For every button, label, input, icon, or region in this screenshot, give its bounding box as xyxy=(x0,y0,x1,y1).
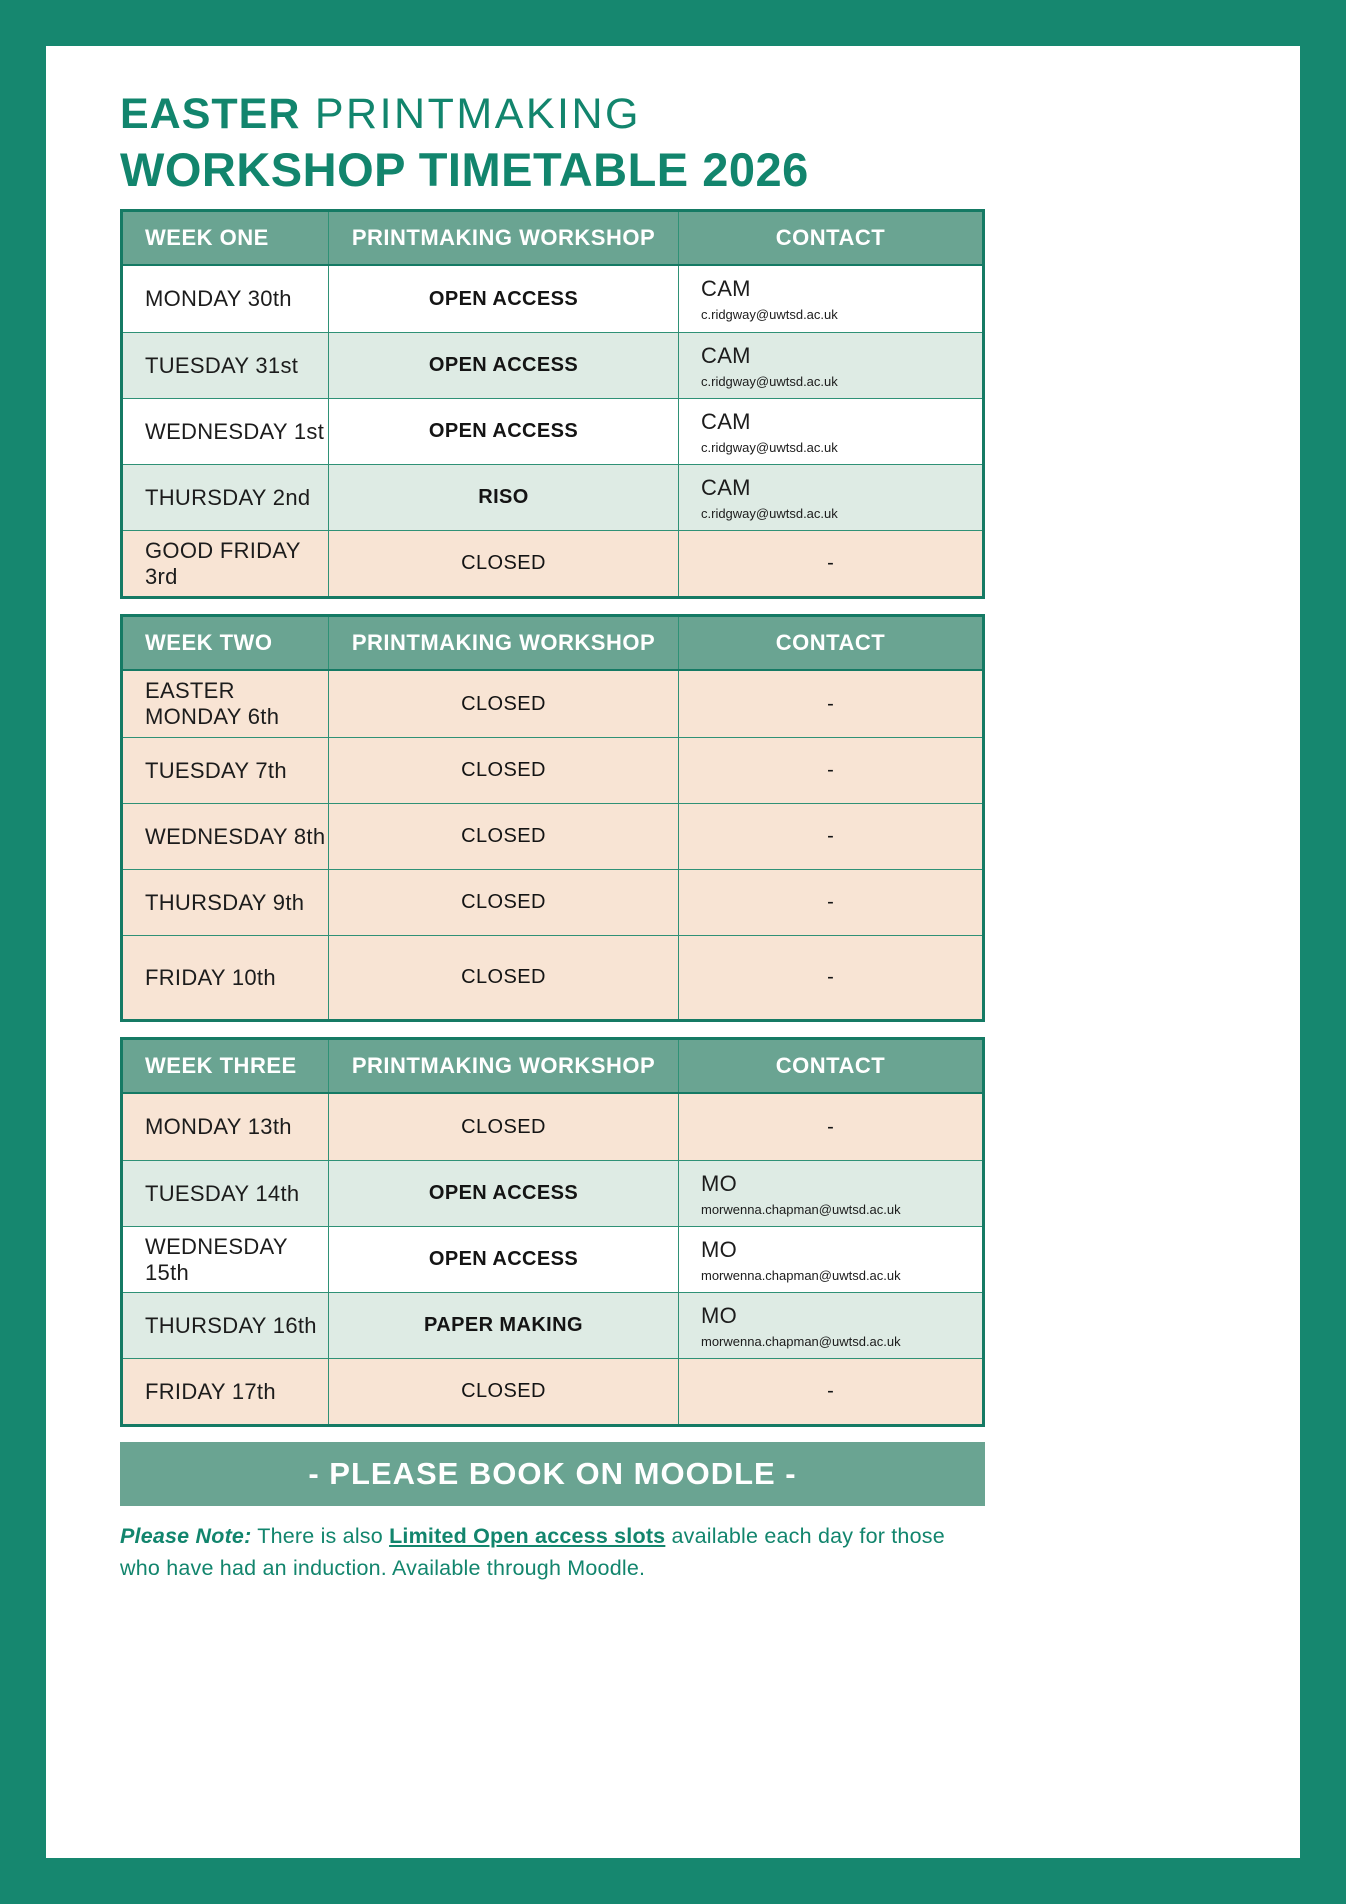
timetable-row xyxy=(123,1358,982,1424)
contact-cell xyxy=(679,465,982,530)
contact-email: morwenna.chapman@uwtsd.ac.uk xyxy=(701,1267,901,1283)
workshop-cell: CLOSED xyxy=(329,671,679,737)
workshop-cell: OPEN ACCESS xyxy=(329,333,679,398)
day-cell: MONDAY 13th xyxy=(123,1094,329,1160)
day-cell: MONDAY 30th xyxy=(123,266,329,332)
day-cell: FRIDAY 17th xyxy=(123,1359,329,1424)
contact-cell xyxy=(679,1161,982,1226)
workshop-cell: CLOSED xyxy=(329,936,679,1019)
contact-cell: - xyxy=(827,552,834,575)
day-cell: THURSDAY 2nd xyxy=(123,465,329,530)
workshop-cell: OPEN ACCESS xyxy=(329,399,679,464)
day-cell: TUESDAY 7th xyxy=(123,738,329,803)
contact-name: CAM xyxy=(701,474,751,500)
contact-name: MO xyxy=(701,1170,738,1196)
day-cell: WEDNESDAY 8th xyxy=(123,804,329,869)
workshop-cell: OPEN ACCESS xyxy=(329,1161,679,1226)
workshop-cell: CLOSED xyxy=(329,870,679,935)
title-word-easter: EASTER xyxy=(120,90,301,138)
day-cell: EASTER MONDAY 6th xyxy=(123,671,329,737)
poster-content xyxy=(46,46,1300,1584)
timetable-row xyxy=(123,530,982,596)
contact-cell: - xyxy=(827,1115,834,1138)
column-header: WEEK ONE xyxy=(123,212,329,264)
contact-cell: - xyxy=(827,966,834,989)
week-three-table xyxy=(120,1037,985,1427)
workshop-cell: CLOSED xyxy=(329,1094,679,1160)
note-segment-1: There is also xyxy=(251,1524,390,1549)
column-header: WEEK TWO xyxy=(123,617,329,669)
column-header: CONTACT xyxy=(775,225,886,251)
timetable-row xyxy=(123,935,982,1019)
workshop-cell: CLOSED xyxy=(329,1359,679,1424)
table-header-row xyxy=(123,617,982,671)
timetable-row xyxy=(123,1226,982,1292)
timetable-row xyxy=(123,398,982,464)
contact-cell xyxy=(679,399,982,464)
note-segment-2: available each day for those who have had an induction. Available through Moodle. xyxy=(120,1524,945,1580)
workshop-cell: CLOSED xyxy=(329,804,679,869)
note-underlined-phrase: Limited Open access slots xyxy=(389,1524,666,1549)
timetable-row xyxy=(123,671,982,737)
contact-email: morwenna.chapman@uwtsd.ac.uk xyxy=(701,1333,901,1349)
day-cell: FRIDAY 10th xyxy=(123,936,329,1019)
workshop-cell: OPEN ACCESS xyxy=(329,1227,679,1292)
timetable-row xyxy=(123,869,982,935)
column-header: WEEK THREE xyxy=(123,1040,329,1092)
timetable-row xyxy=(123,1094,982,1160)
contact-name: MO xyxy=(701,1236,738,1262)
workshop-cell: OPEN ACCESS xyxy=(329,266,679,332)
contact-cell xyxy=(679,266,982,332)
column-header: PRINTMAKING WORKSHOP xyxy=(329,212,679,264)
contact-cell: - xyxy=(827,825,834,848)
contact-cell xyxy=(679,333,982,398)
contact-name: CAM xyxy=(701,408,751,434)
timetable-row xyxy=(123,737,982,803)
page-title-line1 xyxy=(120,92,1300,137)
timetable-row xyxy=(123,803,982,869)
note-prefix: Please Note: xyxy=(120,1524,252,1549)
contact-email: c.ridgway@uwtsd.ac.uk xyxy=(701,373,838,389)
day-cell: GOOD FRIDAY 3rd xyxy=(123,531,329,596)
page-title-line2: WORKSHOP TIMETABLE 2026 xyxy=(120,143,809,197)
contact-cell: - xyxy=(827,692,834,715)
footer-note xyxy=(120,1521,980,1583)
contact-email: morwenna.chapman@uwtsd.ac.uk xyxy=(701,1201,901,1217)
contact-cell: - xyxy=(827,1380,834,1403)
contact-email: c.ridgway@uwtsd.ac.uk xyxy=(701,307,838,323)
day-cell: WEDNESDAY 15th xyxy=(123,1227,329,1292)
workshop-cell: PAPER MAKING xyxy=(329,1293,679,1358)
column-header: PRINTMAKING WORKSHOP xyxy=(329,1040,679,1092)
timetable-row xyxy=(123,266,982,332)
contact-name: CAM xyxy=(701,276,751,302)
timetable-row xyxy=(123,332,982,398)
workshop-cell: RISO xyxy=(329,465,679,530)
title-word-printmaking: PRINTMAKING xyxy=(300,90,641,138)
contact-cell xyxy=(679,1293,982,1358)
table-header-row xyxy=(123,212,982,266)
workshop-cell: CLOSED xyxy=(329,531,679,596)
contact-cell: - xyxy=(827,891,834,914)
timetable-row xyxy=(123,1292,982,1358)
contact-email: c.ridgway@uwtsd.ac.uk xyxy=(701,505,838,521)
day-cell: THURSDAY 9th xyxy=(123,870,329,935)
week-two-table xyxy=(120,614,985,1022)
column-header: PRINTMAKING WORKSHOP xyxy=(329,617,679,669)
contact-cell: - xyxy=(827,759,834,782)
contact-cell xyxy=(679,1227,982,1292)
table-header-row xyxy=(123,1040,982,1094)
day-cell: WEDNESDAY 1st xyxy=(123,399,329,464)
contact-email: c.ridgway@uwtsd.ac.uk xyxy=(701,439,838,455)
book-on-moodle-banner: - PLEASE BOOK ON MOODLE - xyxy=(120,1442,985,1506)
timetable-row xyxy=(123,1160,982,1226)
column-header: CONTACT xyxy=(775,630,886,656)
week-one-table xyxy=(120,209,985,599)
day-cell: TUESDAY 14th xyxy=(123,1161,329,1226)
contact-name: MO xyxy=(701,1302,738,1328)
timetable-row xyxy=(123,464,982,530)
day-cell: THURSDAY 16th xyxy=(123,1293,329,1358)
day-cell: TUESDAY 31st xyxy=(123,333,329,398)
column-header: CONTACT xyxy=(775,1053,886,1079)
poster-page xyxy=(46,46,1300,1858)
workshop-cell: CLOSED xyxy=(329,738,679,803)
contact-name: CAM xyxy=(701,342,751,368)
